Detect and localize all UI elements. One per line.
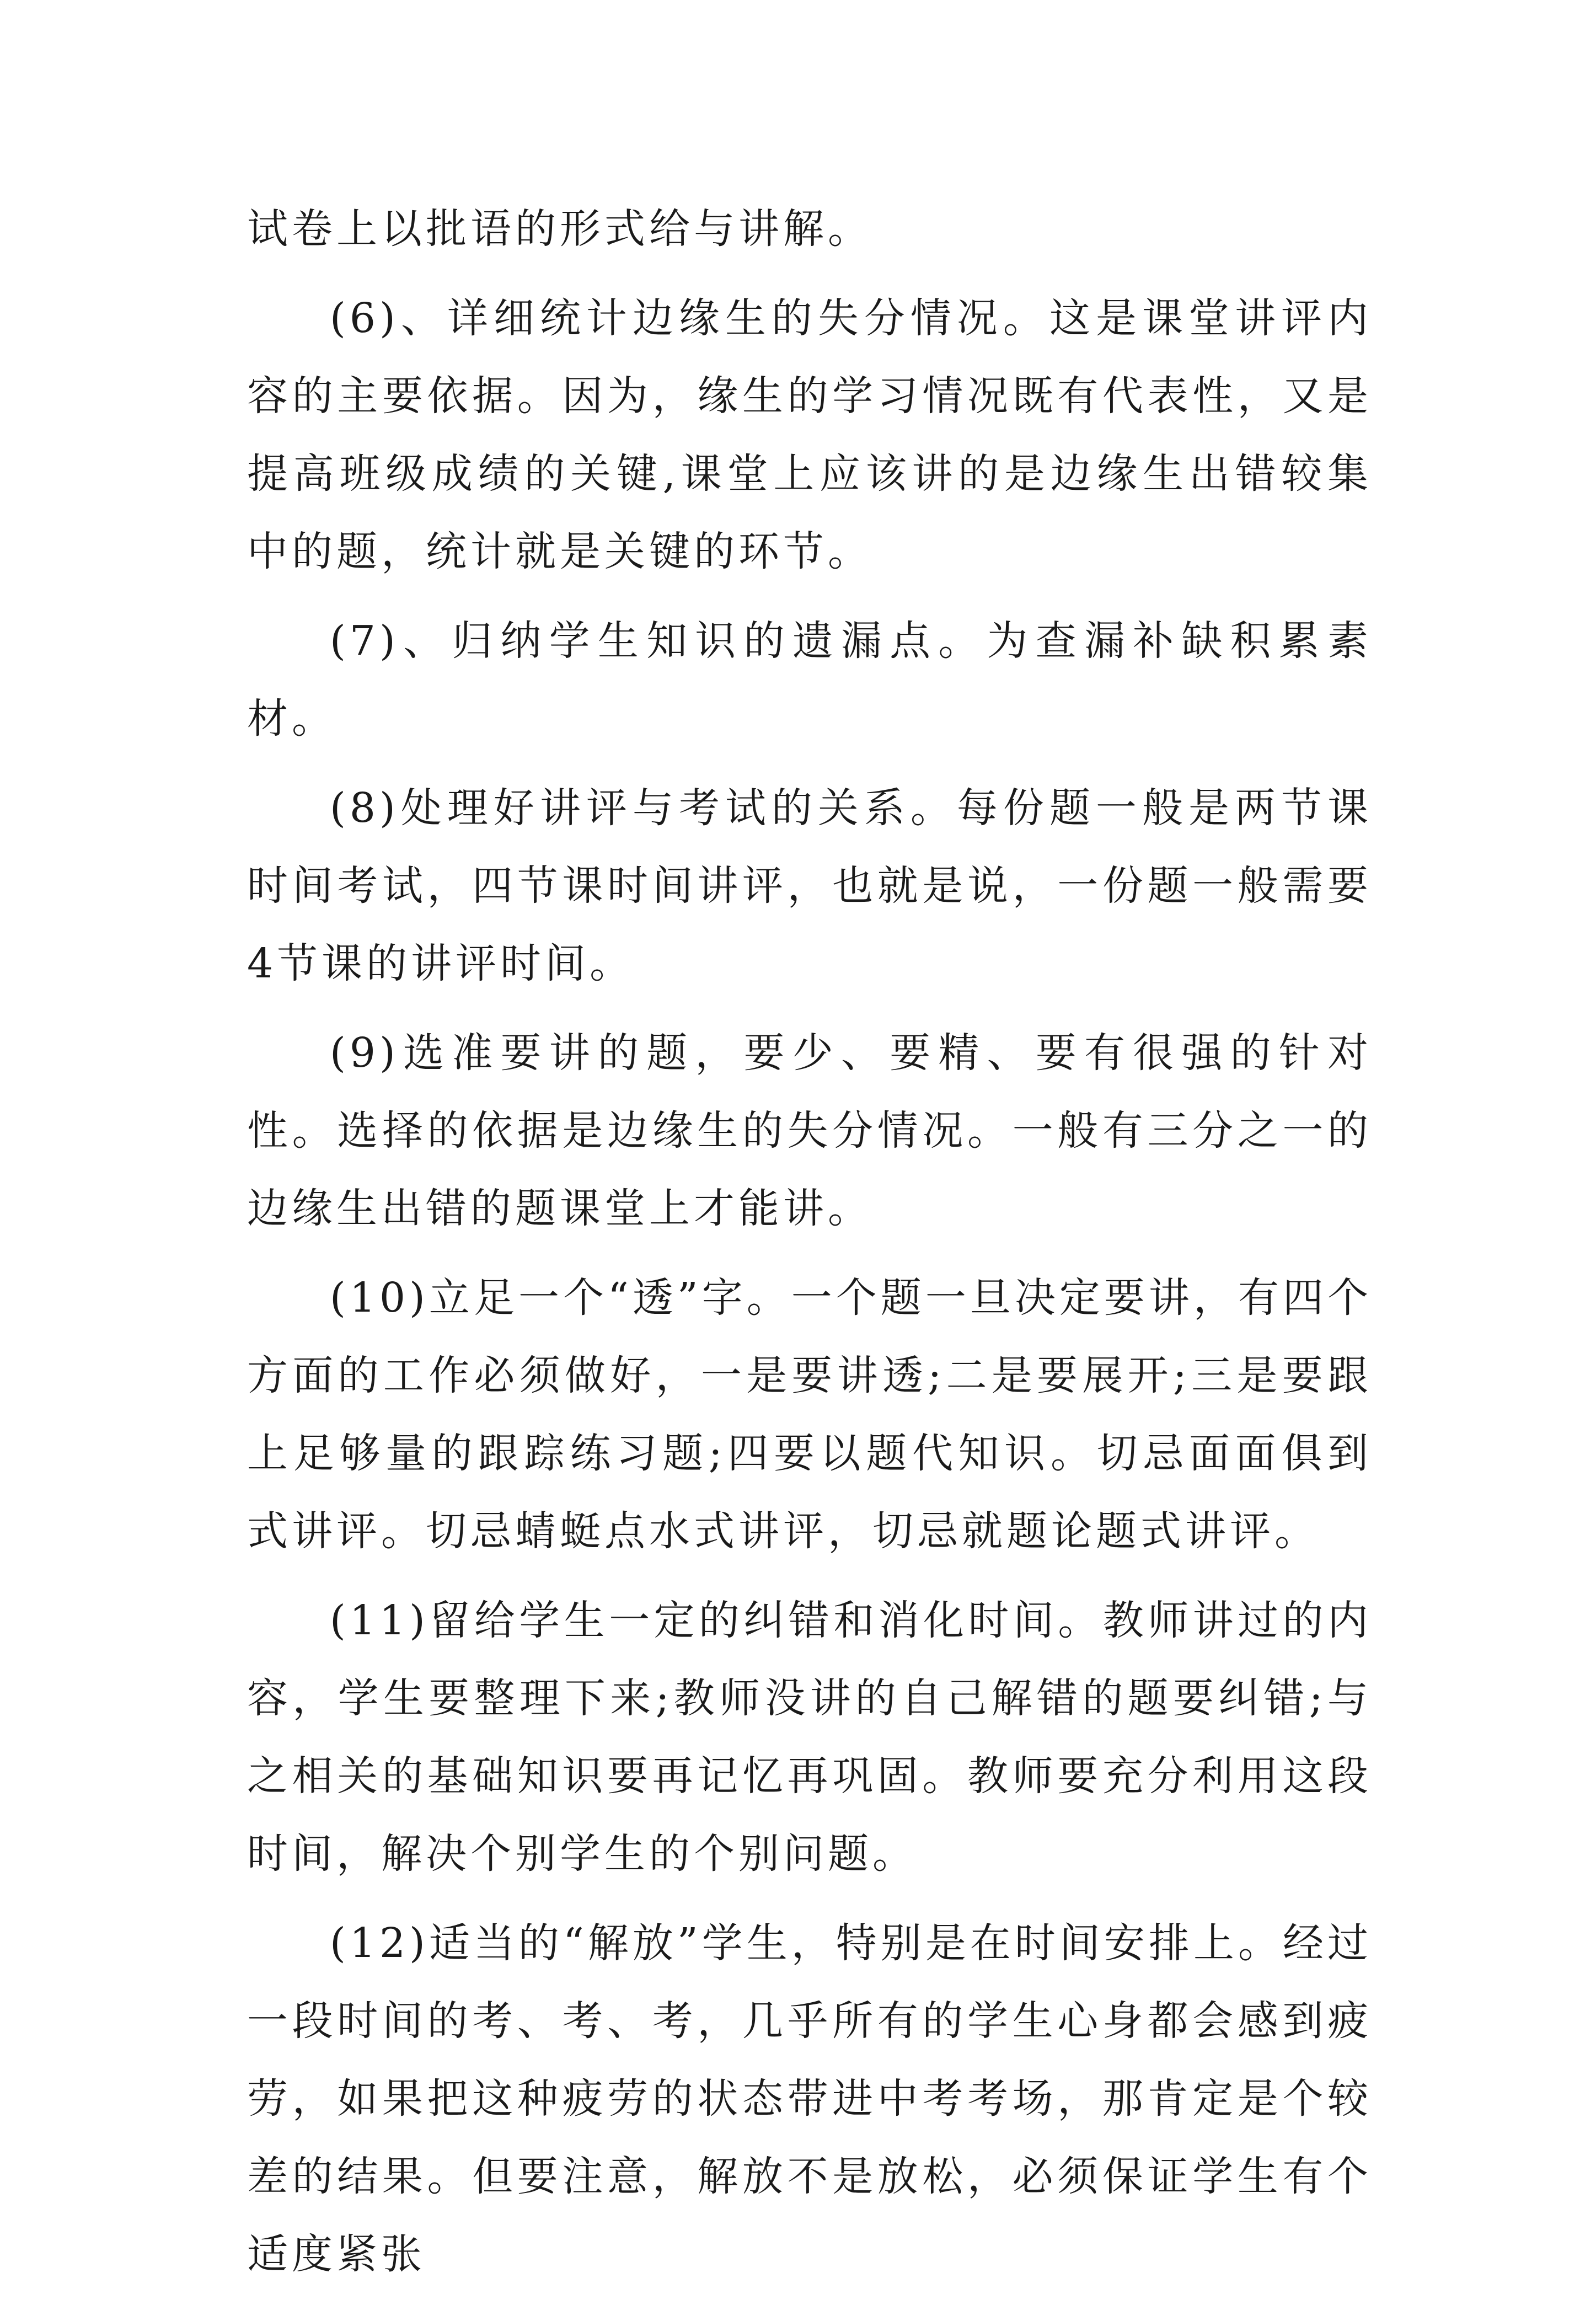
paragraph-item-7: (7)、归纳学生知识的遗漏点。为查漏补缺积累素材。	[247, 617, 1372, 742]
paragraph-item-10: (10)立足一个“透”字。一个题一旦决定要讲，有四个方面的工作必须做好，一是要讲透;二是要展开;三是要跟上足够量的跟踪练习题;四要以题代知识。切忌面面俱到式讲评。切忌蜻蜓点水式讲评，切忌就题论题式讲评。	[247, 1274, 1372, 1555]
paragraph-item-9: (9)选准要讲的题，要少、要精、要有很强的针对性。选择的依据是边缘生的失分情况。一般有三分之一的边缘生出错的题课堂上才能讲。	[247, 1029, 1372, 1232]
paragraph-item-6: (6)、详细统计边缘生的失分情况。这是课堂讲评内容的主要依据。因为，缘生的学习情况既有代表性，又是提高班级成绩的关键,课堂上应该讲的是边缘生出错较集中的题，统计就是关键的环节。	[247, 295, 1372, 575]
paragraph-item-11: (11)留给学生一定的纠错和消化时间。教师讲过的内容，学生要整理下来;教师没讲的自己解错的题要纠错;与之相关的基础知识要再记忆再巩固。教师要充分利用这段时间，解决个别学生的个别问题。	[247, 1597, 1372, 1878]
paragraph-continuation: 试卷上以批语的形式给与讲解。	[247, 205, 872, 253]
paragraph-item-8: (8)处理好讲评与考试的关系。每份题一般是两节课时间考试，四节课时间讲评，也就是说，一份题一般需要4节课的讲评时间。	[247, 784, 1372, 987]
document-body	[247, 190, 1372, 2305]
paragraph-item-12: (12)适当的“解放”学生，特别是在时间安排上。经过一段时间的考、考、考，几乎所有的学生心身都会感到疲劳，如果把这种疲劳的状态带进中考考场，那肯定是个较差的结果。但要注意，解放不是放松，必须保证学生有个适度紧张	[247, 1919, 1372, 2278]
